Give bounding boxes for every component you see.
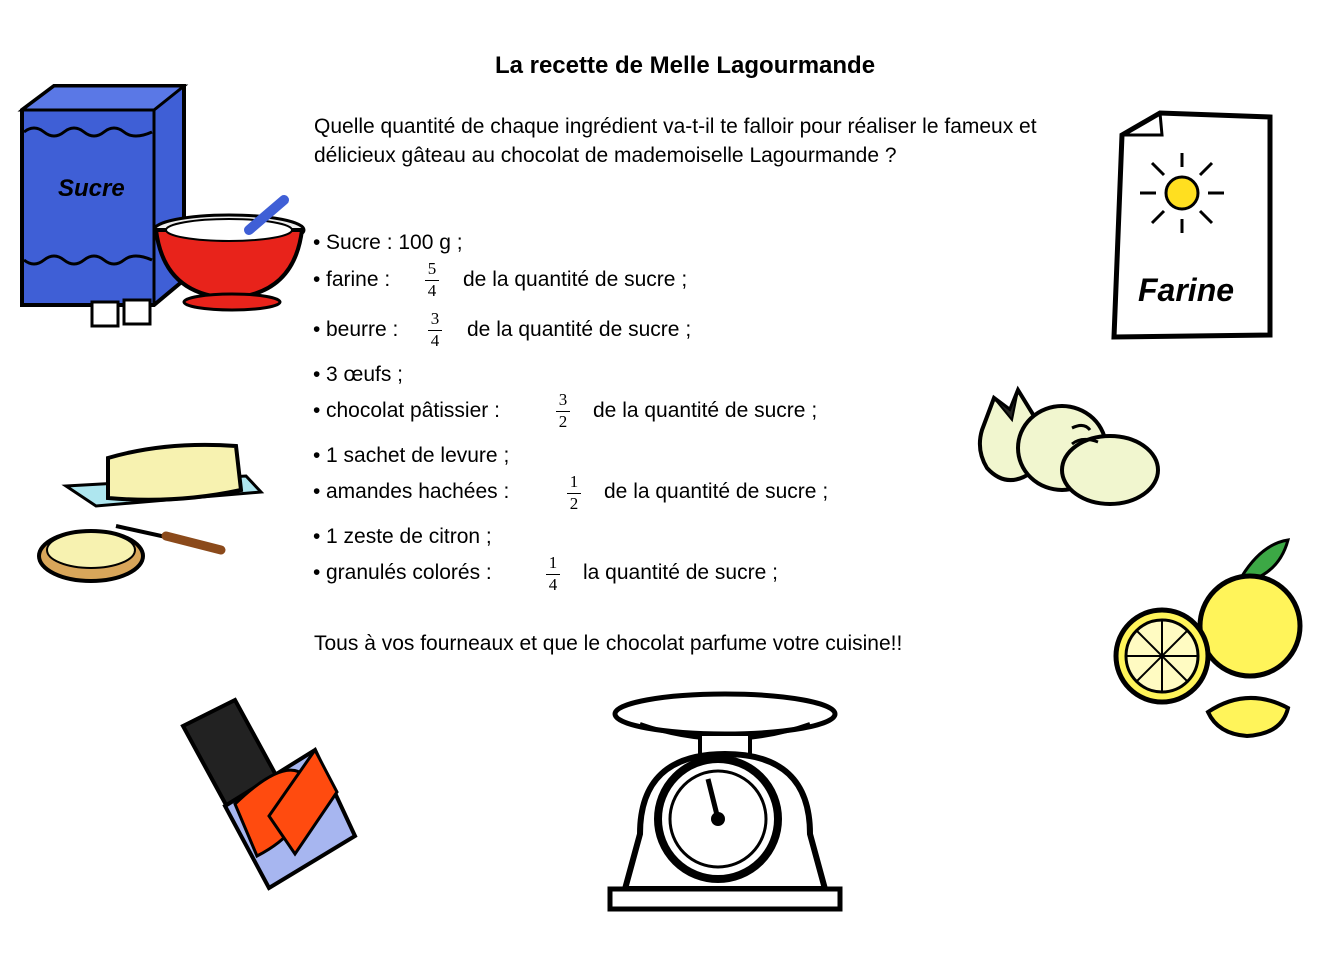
fraction-numerator: 1 — [569, 472, 579, 491]
fraction-numerator: 3 — [430, 309, 440, 328]
flour-illustration — [1100, 105, 1280, 350]
ingredient-sprinkles — [313, 560, 492, 586]
ingredient-suffix: de la quantité de sucre ; — [604, 480, 829, 503]
ingredient-suffix: de la quantité de sucre ; — [467, 318, 692, 341]
fraction-butter — [428, 310, 442, 350]
fraction-sprinkles — [546, 554, 560, 594]
flour-bag-label: Farine — [1138, 272, 1235, 308]
bullet: • — [313, 480, 321, 503]
ingredient-butter — [313, 317, 398, 343]
bullet: • — [313, 561, 321, 584]
ingredient-text: beurre : — [326, 318, 399, 341]
fraction-numerator: 3 — [558, 390, 568, 409]
fraction-denominator: 2 — [569, 494, 579, 513]
bullet: • — [313, 231, 321, 254]
lemon-illustration — [1112, 536, 1312, 746]
ingredient-text: chocolat pâtissier : — [326, 399, 500, 422]
fraction-denominator: 4 — [430, 331, 440, 350]
eggs-illustration — [972, 380, 1167, 510]
chocolate-illustration — [165, 696, 365, 896]
sugar-illustration — [14, 80, 314, 340]
page-title: La recette de Melle Lagourmande — [494, 52, 876, 79]
scale-illustration — [600, 684, 850, 924]
ingredient-text: 1 zeste de citron ; — [326, 525, 492, 548]
ingredient-yeast — [313, 443, 509, 469]
ingredient-lemon-zest — [313, 524, 492, 550]
ingredient-suffix: la quantité de sucre ; — [583, 561, 778, 584]
ingredient-flour — [313, 267, 390, 293]
ingredient-text: granulés colorés : — [326, 561, 492, 584]
ingredient-suffix: de la quantité de sucre ; — [463, 268, 688, 291]
fraction-flour — [425, 260, 439, 300]
ingredient-chocolate — [313, 398, 500, 424]
bullet: • — [313, 399, 321, 422]
ingredient-sugar — [313, 230, 463, 256]
closing-sentence: Tous à vos fourneaux et que le chocolat parfume votre cuisine!! — [314, 632, 903, 655]
fraction-chocolate — [556, 391, 570, 431]
bullet: • — [313, 318, 321, 341]
ingredient-text: Sucre : 100 g ; — [326, 231, 463, 254]
butter-illustration — [36, 436, 266, 586]
ingredient-almonds — [313, 479, 509, 505]
ingredient-text: farine : — [326, 268, 391, 291]
ingredient-text: 1 sachet de levure ; — [326, 444, 510, 467]
ingredient-eggs — [313, 362, 403, 388]
fraction-denominator: 2 — [558, 412, 568, 431]
fraction-numerator: 5 — [427, 259, 437, 278]
ingredient-text: amandes hachées : — [326, 480, 510, 503]
ingredient-suffix: de la quantité de sucre ; — [593, 399, 818, 422]
bullet: • — [313, 268, 321, 291]
ingredient-text: 3 œufs ; — [326, 363, 404, 386]
bullet: • — [313, 444, 321, 467]
fraction-denominator: 4 — [548, 575, 558, 594]
fraction-denominator: 4 — [427, 281, 437, 300]
sugar-box-label: Sucre — [58, 175, 125, 202]
fraction-numerator: 1 — [548, 553, 558, 572]
fraction-almonds — [567, 473, 581, 513]
bullet: • — [313, 525, 321, 548]
bullet: • — [313, 363, 321, 386]
intro-paragraph: Quelle quantité de chaque ingrédient va-t-il te falloir pour réaliser le fameux et délicieux gâteau au chocolat de mademoiselle Lagourmande ? — [314, 115, 1037, 167]
